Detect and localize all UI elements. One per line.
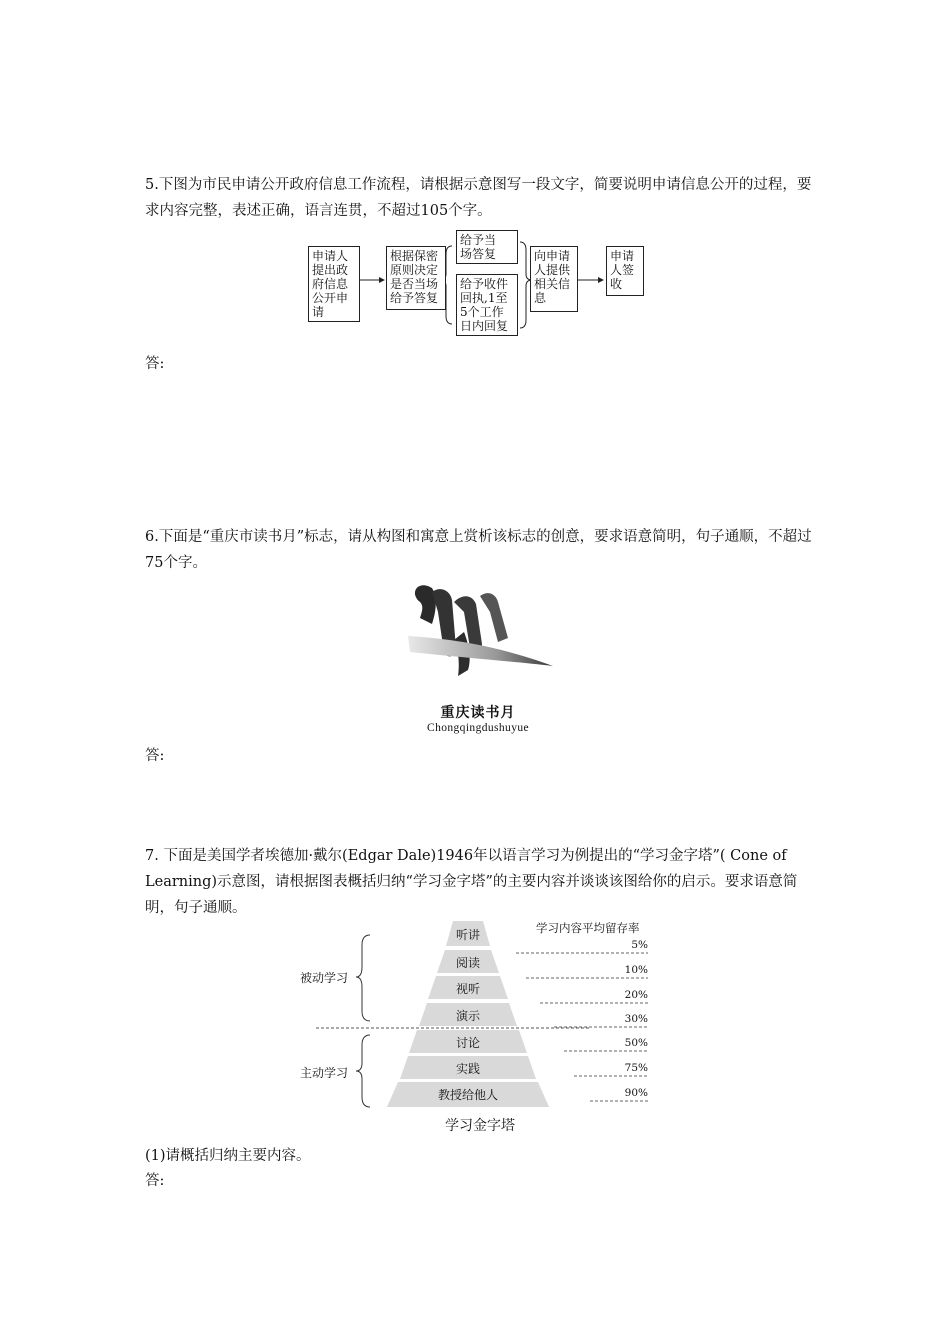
question-7-text: 7. 下面是美国学者埃德加·戴尔(Edgar Dale)1946年以语言学习为例提出的“学习金字塔”( Cone of Learning)示意图，请根据图表概括归纳“学习金字塔”的主要内容并谈谈该图给你的启示。要求语意简明，句子通顺。 [145,848,798,916]
retention-value: 20% [624,989,648,1001]
passive-learning-label: 被动学习 [300,971,349,985]
level-label: 阅读 [455,956,480,970]
level-label: 教授给他人 [437,1088,498,1102]
learning-pyramid [290,915,670,1145]
flowchart [300,228,650,340]
retention-value: 10% [624,964,648,976]
logo-title: 重庆读书月 [440,705,516,721]
flow-box-provide-info: 向申请 人提供 相关信 息 [530,246,578,312]
level-label: 视听 [455,982,480,996]
level-label: 听讲 [455,928,480,942]
logo-subtitle: Chongqingdushuyue [427,722,529,734]
retention-value: 30% [624,1013,648,1025]
level-label: 讨论 [455,1036,480,1050]
question-6-text: 6.下面是“重庆市读书月”标志，请从构图和寓意上赏析该标志的创意，要求语意简明，句子通顺，不超过75个字。 [145,529,812,571]
reading-month-logo [398,572,558,740]
flow-box-sign: 申请 人签 收 [606,246,644,296]
level-label: 演示 [455,1009,480,1023]
question-5-text: 5.下图为市民申请公开政府信息工作流程，请根据示意图写一段文字，简要说明申请信息公开的过程，要求内容完整，表述正确，语言连贯，不超过105个字。 [145,177,812,219]
retention-value: 75% [624,1062,648,1074]
retention-value: 5% [631,939,648,951]
question-7-sub1: (1)请概括归纳主要内容。 [145,1148,311,1164]
question-6-answer: 答: [145,748,165,764]
passive-brace [356,935,370,1021]
active-brace [356,1035,370,1107]
retention-value: 50% [624,1037,648,1049]
retention-value: 90% [624,1087,648,1099]
flow-box-apply: 申请人 提出政 府信息 公开申 请 [308,246,360,322]
pyramid-caption: 学习金字塔 [445,1118,515,1134]
logo-brush-mark [398,572,558,702]
question-5-answer: 答: [145,356,165,372]
flow-box-receipt-reply: 给予收件 回执,1至 5个工作 日内回复 [456,274,518,336]
level-label: 实践 [455,1062,480,1076]
flow-box-decide: 根据保密 原则决定 是否当场 给予答复 [386,246,446,310]
flow-box-immediate-reply: 给予当 场答复 [456,230,518,264]
question-7-answer: 答: [145,1173,165,1189]
retention-header: 学习内容平均留存率 [536,921,640,935]
active-learning-label: 主动学习 [300,1066,349,1080]
